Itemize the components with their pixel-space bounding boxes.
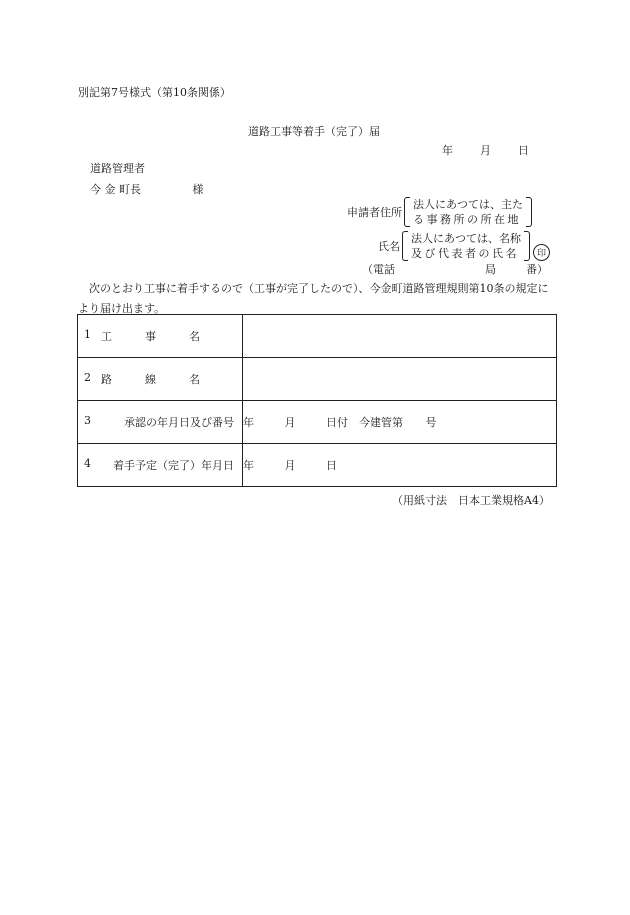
table-row — [78, 444, 557, 487]
address-label: 申請者住所 — [347, 206, 402, 219]
value-month: 月 — [284, 459, 296, 472]
value-day-ref: 日付 今建管第 — [326, 416, 403, 429]
applicant-address — [347, 197, 550, 227]
row-label-cell — [78, 444, 243, 487]
value-day: 日 — [326, 459, 337, 472]
row-number: 1 — [84, 328, 91, 341]
date-day: 日 — [518, 144, 529, 157]
table-row — [78, 401, 557, 444]
name-note-line-2: 及び代表者の氏名 — [411, 246, 519, 260]
value-year: 年 — [243, 416, 254, 429]
row-label-cell — [78, 401, 243, 444]
name-note — [402, 231, 530, 261]
row-number: 4 — [84, 457, 91, 470]
seal-stamp-icon: 印 — [533, 244, 550, 261]
date-year: 年 — [442, 144, 453, 157]
value-number: 号 — [425, 416, 437, 429]
address-note-line-2: る事務所の所在地 — [413, 213, 521, 226]
bracket-left — [402, 231, 408, 261]
date-line — [442, 142, 529, 158]
row-value-cell[interactable] — [243, 444, 557, 487]
honorific: 様 — [192, 183, 204, 196]
row-label: 工 事 名 — [101, 330, 200, 343]
name-note-line-1: 法人にあつては、名称 — [411, 231, 521, 245]
document-title: 道路工事等着手（完了）届 — [248, 125, 380, 138]
phone-bureau: 局 — [485, 263, 496, 276]
row-value-cell[interactable] — [243, 358, 557, 401]
row-value-cell[interactable] — [243, 401, 557, 444]
phone-open: （電話 — [362, 263, 395, 276]
row-number: 2 — [84, 371, 91, 384]
row-label-cell — [78, 315, 243, 358]
row-label: 着手予定（完了）年月日 — [113, 459, 234, 472]
details-table — [77, 314, 557, 487]
name-label: 氏名 — [378, 239, 400, 253]
date-month: 月 — [480, 144, 491, 157]
phone-number: 番） — [526, 263, 548, 276]
row-value-cell[interactable] — [243, 315, 557, 358]
row-label: 路 線 名 — [101, 373, 200, 386]
phone-line — [362, 261, 548, 277]
body-text: 次のとおり工事に着手するので（工事が完了したので）、今金町道路管理規則第10条の規定により届け出ます。 — [78, 282, 549, 315]
paper-size-note: （用紙寸法 日本工業規格A4） — [392, 494, 550, 507]
table-row — [78, 358, 557, 401]
form-number-label: 別記第7号様式（第10条関係） — [78, 86, 231, 99]
row-number: 3 — [84, 414, 91, 427]
value-month: 月 — [284, 416, 296, 429]
bracket-right — [524, 231, 530, 261]
table-row — [78, 315, 557, 358]
row-label-cell — [78, 358, 243, 401]
town-mayor: 今 金 町長 — [90, 183, 141, 196]
bracket-left — [404, 197, 410, 227]
town-mayor-line — [90, 181, 204, 197]
address-note — [404, 197, 532, 227]
bracket-right — [526, 197, 532, 227]
value-year: 年 — [243, 459, 254, 472]
row-label: 承認の年月日及び番号 — [124, 416, 234, 429]
applicant-name — [378, 230, 550, 261]
address-note-line-1: 法人にあつては、主た — [413, 198, 523, 211]
recipient: 道路管理者 — [90, 162, 145, 175]
